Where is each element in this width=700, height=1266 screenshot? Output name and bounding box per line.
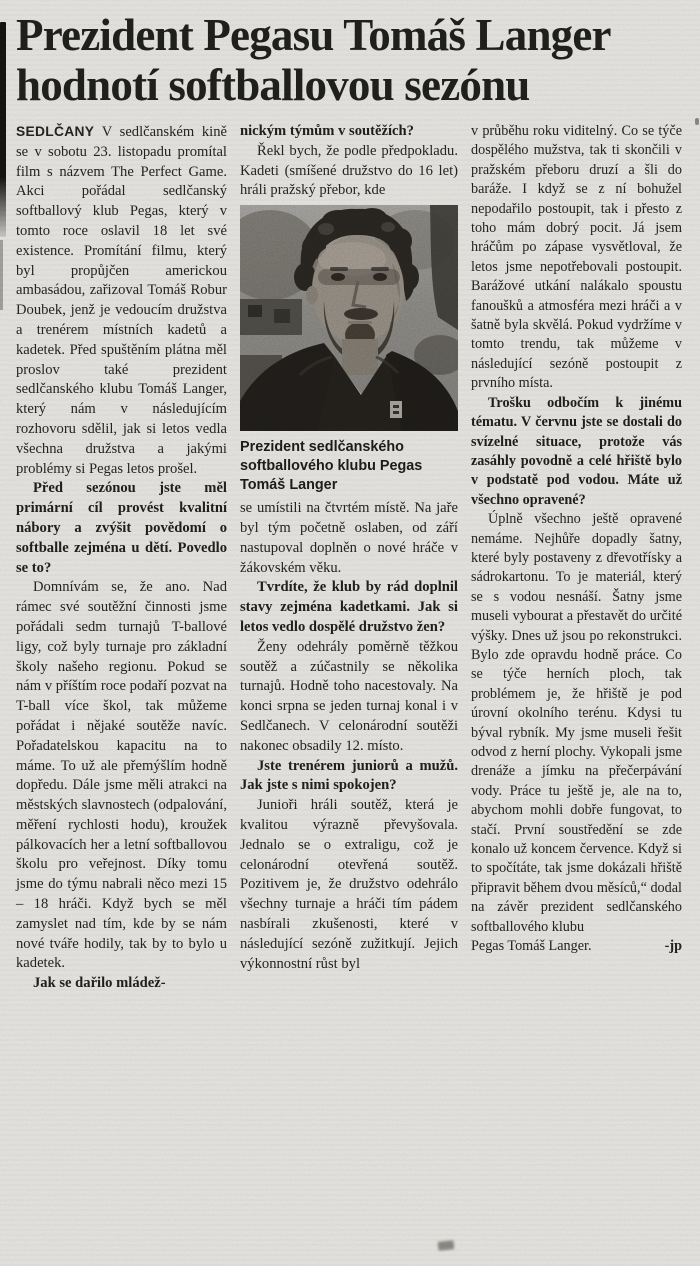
portrait-photo-graphic <box>240 205 458 431</box>
question-paragraph-continued: nickým týmům v soutěžích? <box>240 123 414 139</box>
dateline: SEDLČANY <box>16 124 95 139</box>
question-paragraph: Trošku odbočím k jinému tématu. V červnu jste se dostali do svízelné situace, protože vás zasáhly povodně a celé hřiště bylo v podstatě pod vodou. Máte už všechno opravené? <box>471 394 682 508</box>
question-paragraph: Tvrdíte, že klub by rád doplnil stavy zejména kadetkami. Jak si letos vedlo dospělé družstvo žen? <box>240 579 458 635</box>
question-paragraph: Jste trenérem juniorů a mužů. Jak jste s nimi spokojen? <box>240 757 458 794</box>
lead-paragraph <box>16 122 227 479</box>
answer-paragraph-continued: v průběhu roku viditelný. Co se týče dospělého mužstva, tak ti skončili v pražském přeboru druzí a šli do baráže. I když se z ní bohužel nepodařilo postoupit, tak i přesto z toho mám dobrý pocit. Já jsem hráčům po zápase vysvětloval, že letos jsme nepotřebovali postoupit. Barážové utkání nalákalo spoustu fanoušků a atmosféra mezi hráči a v šatně byla skvělá. Pokud vydržíme v tomto trendu, tak můžeme v následující sezóně postoupit z prvního místa. <box>471 123 682 392</box>
answer-paragraph: Ženy odehrály poměrně těžkou soutěž a zúčastnily se několika turnajů. Hodně toho nacestovaly. Na konci srpna se jeden turnaj konal i v Sedlčanech. V celonárodní soutěži nakonec obsadily 12. místo. <box>240 638 458 754</box>
answer-paragraph: Junioři hráli soutěž, která je kvalitou výrazně převyšovala. Jednalo se o extraligu, což je celonárodní otevřená soutěž. Pozitivem je, že družstvo odehrálo všechny turnaje a hráči tím pádem nasbírali zkušenosti, které v následující sezóně zužitkují. Jejich výkonnostní růst byl <box>240 797 458 972</box>
article-headline <box>0 0 700 114</box>
scan-artifact-left-bar <box>0 22 6 237</box>
photo-tomas-langer <box>240 205 458 495</box>
column-1 <box>16 122 227 1262</box>
scan-artifact-left-bar-faint <box>0 240 3 310</box>
closing-text: Pegas Tomáš Langer. <box>471 938 592 955</box>
column-3 <box>471 122 682 1262</box>
byline-initials: -jp <box>664 938 682 955</box>
photo-caption: Prezident sedlčanského softballového klubu Pegas Tomáš Langer <box>240 439 423 494</box>
answer-paragraph: Úplně všechno ještě opravené nemáme. Nejhůře dopadly šatny, které byly postaveny z dřevotřísky a sádrokartonu. To je materiál, který se s vodou nesnáší. Šatny jsme museli vybourat a přestavět do určité výšky. Dnes už jsou po rekonstrukci. Bylo zde opravdu hodně práce. Co se týče herních ploch, tak problémem je, že hřiště je pod úrovní okolního terénu. Kdysi tu býval rybník. My jsme museli řešit odvod z herní plochy. Vykopali jsme drenáže a jímku na přečerpávání vody. Práce tu ještě je, ale na to, abychom mohli dobře fungovat, to stačí. První soustředění se zde konalo už koncem července. Když si to spočítáte, tak jsme dokázali hřiště připravit během dvou měsíců,“ dodal na závěr prezident sedlčanského softballového klubu <box>471 511 682 935</box>
question-paragraph-start: Jak se dařilo mládež- <box>33 975 166 992</box>
scan-artifact-speck <box>695 118 699 125</box>
answer-paragraph-continued: se umístili na čtvrtém místě. Na jaře byl tým početně oslaben, od září nastupoval doplněn o nové hráče v žákovském věku. <box>240 500 458 576</box>
answer-paragraph: Řekl bych, že podle předpokladu. Kadeti (smíšené družstvo do 16 let) hráli pražský přebor, kde <box>240 142 458 199</box>
article-columns <box>0 114 700 1262</box>
column-2 <box>240 122 458 1262</box>
answer-paragraph: Domnívám se, že ano. Nad rámec své soutěžní činnosti jsme pořádali sedm turnajů T-ballové ligy, což byly turnaje pro základní školy našeho regionu. Pokud se nám v příštím roce podaří pozvat na T-ball více škol, tak můžeme pořádat i nějaké soutěže navíc. Pořadatelskou kapacitu na to máme. To už ale přemýšlím hodně dopředu. Dále jsme měli atrakci na městských slavnostech (odpalování, měření rychlosti hodu), kroužek pálkovacích her a letní softballovou školu pro veřejnost. Díky tomu jsme do týmu nabrali něco mezi 15 – 18 hráči. Když bych se měl zamyslet nad tím, kde by se nám nové tváře hodily, tak by to bylo u kadetek. <box>16 579 227 972</box>
closing-line <box>471 937 682 956</box>
headline-line-1: Prezident Pegasu Tomáš Langer <box>16 10 611 60</box>
question-paragraph: Před sezónou jste měl primární cíl provést kvalitní nábory a zvýšit povědomí o softballe zejména u dětí. Povedlo se to? <box>16 480 227 576</box>
scan-artifact-smudge <box>438 1240 455 1251</box>
headline-line-2: hodnotí softballovou sezónu <box>16 60 530 110</box>
lead-text: V sedlčanském kině se v sobotu 23. listopadu promítal film s názvem The Perfect Game. Akci pořádal sedlčanský softballový klub Pegas, který v tomto roce oslavil 18 let své existence. Promítání filmu, který byl propůjčen americkou ambasádou, zařizoval Tomáš Robur Doubek, jenž je vedoucím družstva a trenérem místních kadetů a kadetek. Před spuštěním plátna měl proslov také prezident sedlčanského klubu Tomáš Langer, který nám v následujícím rozhovoru sdělil, jak si letos vedla všechna družstva a jakými problémy si Pegas letos prošel. <box>16 124 227 477</box>
